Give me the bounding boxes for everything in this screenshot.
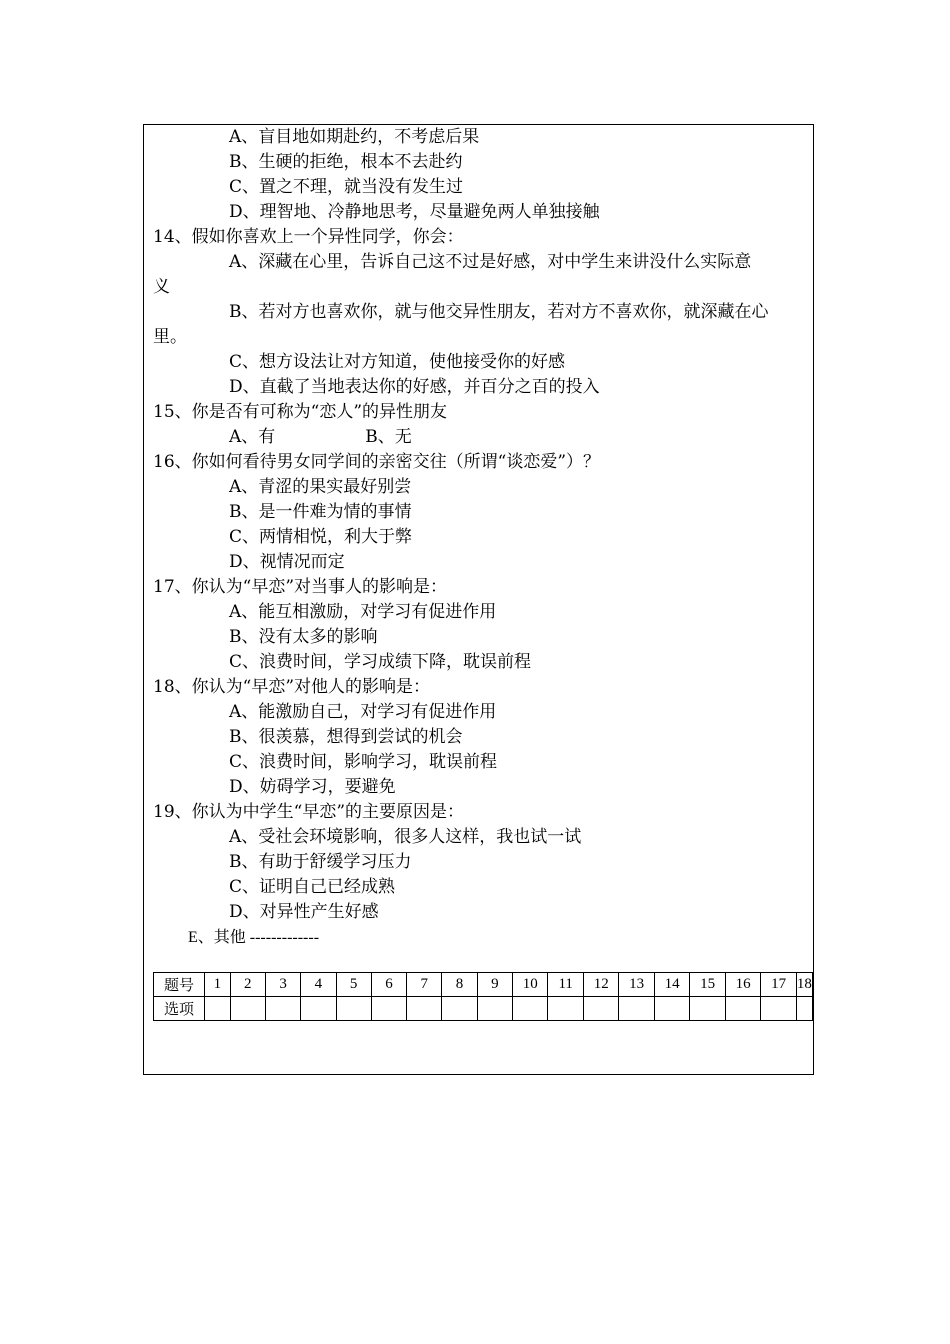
- answer-option: D、理智地、冷静地思考，尽量避免两人单独接触: [229, 202, 600, 222]
- answer-table: [153, 972, 813, 1021]
- answer-option: D、直截了当地表达你的好感，并百分之百的投入: [229, 377, 600, 397]
- question-text: 15、你是否有可称为“恋人”的异性朋友: [153, 402, 448, 422]
- answer-table-number-row: [154, 973, 813, 997]
- answer-option: C、浪费时间，影响学习，耽误前程: [229, 752, 498, 772]
- question-number-cell: 11: [548, 973, 583, 997]
- answer-cell[interactable]: [407, 997, 442, 1021]
- answer-option: A、深藏在心里，告诉自己这不过是好感，对中学生来讲没什么实际意: [229, 252, 752, 272]
- question-number-cell: 3: [265, 973, 300, 997]
- answer-cell[interactable]: [265, 997, 300, 1021]
- answer-cell[interactable]: [583, 997, 618, 1021]
- question-block-1: [153, 125, 809, 425]
- answer-option: C、想方设法让对方知道，使他接受你的好感: [229, 352, 566, 372]
- q15-option-a: A、有: [229, 427, 276, 447]
- answer-cell[interactable]: [690, 997, 725, 1021]
- answer-cell[interactable]: [619, 997, 654, 1021]
- answer-cell[interactable]: [796, 997, 812, 1021]
- question-number-cell: 12: [583, 973, 618, 997]
- answer-option: B、生硬的拒绝，根本不去赴约: [229, 152, 463, 172]
- question-number-cell: 4: [301, 973, 336, 997]
- answer-option: C、置之不理，就当没有发生过: [229, 177, 464, 197]
- question-number-cell: 10: [513, 973, 548, 997]
- answer-cell[interactable]: [442, 997, 477, 1021]
- q15-option-b: B、无: [365, 427, 412, 447]
- question-content: [153, 125, 809, 950]
- question-number-cell: 1: [205, 973, 231, 997]
- answer-cell[interactable]: [477, 997, 512, 1021]
- question-number-cell: 7: [407, 973, 442, 997]
- answer-option: C、证明自己已经成熟: [229, 877, 396, 897]
- answer-cell[interactable]: [761, 997, 796, 1021]
- question-number-cell: 6: [371, 973, 406, 997]
- option-continuation: 义: [153, 277, 170, 297]
- questionnaire-frame: [143, 124, 814, 1075]
- answer-option: B、是一件难为情的事情: [229, 502, 412, 522]
- question-block-2: [153, 450, 809, 925]
- question-text: 19、你认为中学生“早恋”的主要原因是：: [153, 802, 465, 822]
- question-number-cell: 9: [477, 973, 512, 997]
- option-continuation: 里。: [153, 327, 187, 347]
- question-text: 18、你认为“早恋”对他人的影响是：: [153, 677, 431, 697]
- answer-cell[interactable]: [725, 997, 760, 1021]
- question-number-cell: 14: [654, 973, 689, 997]
- answer-option: B、若对方也喜欢你，就与他交异性朋友，若对方不喜欢你，就深藏在心: [229, 302, 769, 322]
- answer-option: A、受社会环境影响，很多人这样，我也试一试: [229, 827, 582, 847]
- answer-option: D、妨碍学习，要避免: [229, 777, 396, 797]
- answer-table-number-label: 题号: [154, 973, 205, 997]
- answer-table-choice-row: [154, 997, 813, 1021]
- answer-cell[interactable]: [548, 997, 583, 1021]
- answer-cell[interactable]: [230, 997, 265, 1021]
- answer-cell[interactable]: [336, 997, 371, 1021]
- question-number-cell: 2: [230, 973, 265, 997]
- other-option-line: E、其他 -------------: [188, 929, 320, 946]
- question-number-cell: 13: [619, 973, 654, 997]
- answer-option: A、青涩的果实最好别尝: [229, 477, 412, 497]
- answer-cell[interactable]: [513, 997, 548, 1021]
- answer-option: C、两情相悦，利大于弊: [229, 527, 413, 547]
- answer-cell[interactable]: [205, 997, 231, 1021]
- answer-option: D、对异性产生好感: [229, 902, 379, 922]
- question-number-cell: 8: [442, 973, 477, 997]
- question-text: 17、你认为“早恋”对当事人的影响是：: [153, 577, 448, 597]
- question-number-cell: 16: [725, 973, 760, 997]
- question-text: 14、假如你喜欢上一个异性同学，你会：: [153, 227, 464, 247]
- answer-cell[interactable]: [371, 997, 406, 1021]
- question-number-cell: 17: [761, 973, 796, 997]
- answer-option: A、能互相激励，对学习有促进作用: [229, 602, 497, 622]
- answer-option: A、能激励自己，对学习有促进作用: [229, 702, 497, 722]
- question-number-cell: 15: [690, 973, 725, 997]
- question-number-cell: 18: [796, 973, 812, 997]
- answer-cell[interactable]: [654, 997, 689, 1021]
- answer-option: D、视情况而定: [229, 552, 345, 572]
- question-text: 16、你如何看待男女同学间的亲密交往（所谓“谈恋爱”）？: [153, 452, 601, 472]
- answer-option: B、没有太多的影响: [229, 627, 378, 647]
- answer-option: A、盲目地如期赴约，不考虑后果: [229, 127, 480, 147]
- answer-option: C、浪费时间，学习成绩下降，耽误前程: [229, 652, 532, 672]
- answer-option: B、很羡慕，想得到尝试的机会: [229, 727, 463, 747]
- question-number-cell: 5: [336, 973, 371, 997]
- answer-table-choice-label: 选项: [154, 997, 205, 1021]
- answer-option: B、有助于舒缓学习压力: [229, 852, 412, 872]
- q15-options: [153, 425, 809, 450]
- answer-cell[interactable]: [301, 997, 336, 1021]
